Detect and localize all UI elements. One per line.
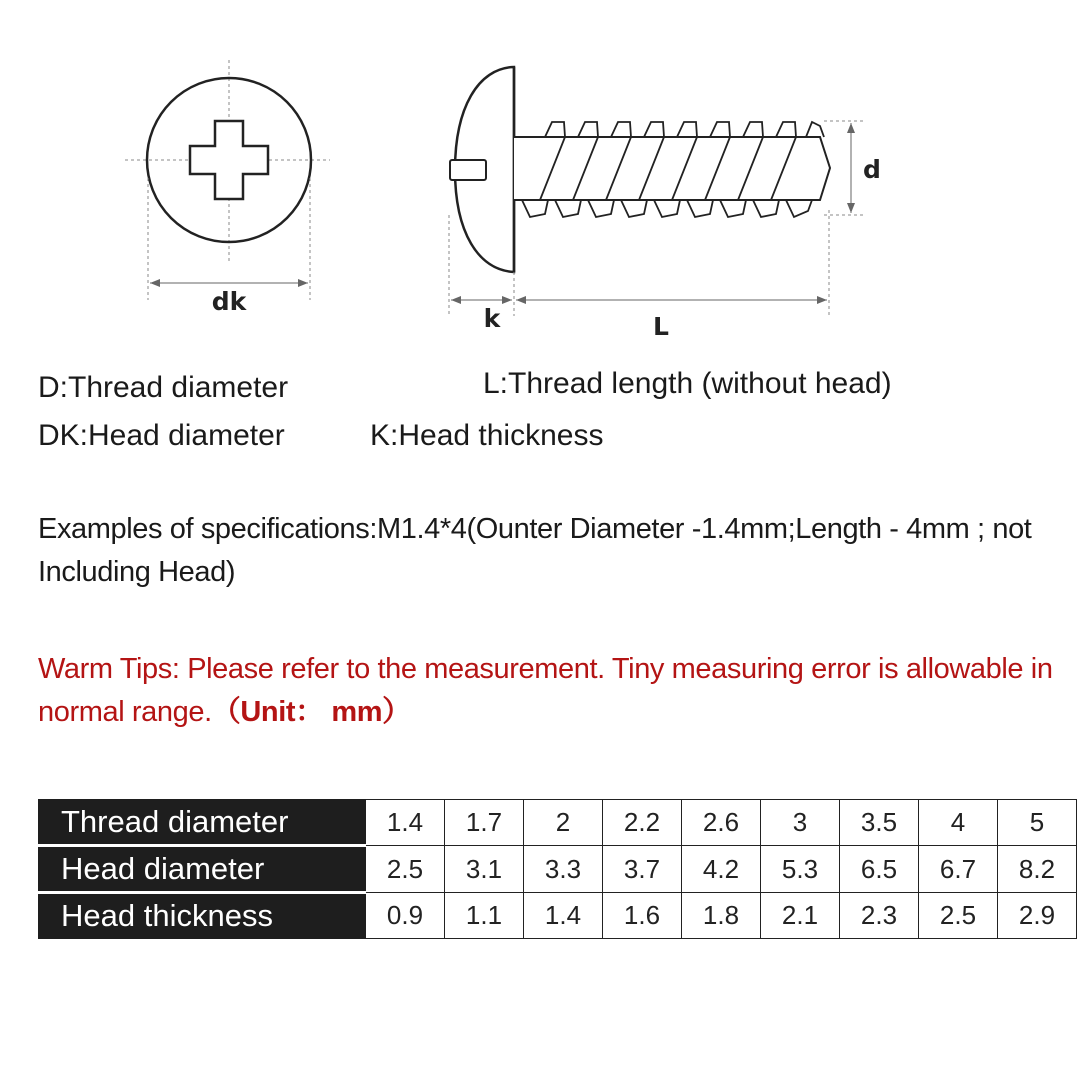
table-cell: 2.1	[761, 893, 840, 939]
warm-tips-text: Warm Tips: Please refer to the measurement. Tiny measuring error is allowable in normal range.	[38, 653, 1053, 728]
table-cell: 4.2	[682, 846, 761, 893]
spec-table	[38, 799, 1077, 939]
table-cell: 2.2	[603, 800, 682, 846]
screw-dimension-diagram	[0, 0, 1080, 360]
table-cell: 1.1	[445, 893, 524, 939]
legend-thread-length: L:Thread length (without head)	[483, 367, 892, 400]
table-cell: 1.4	[524, 893, 603, 939]
table-row	[39, 800, 1077, 846]
table-cell: 1.8	[682, 893, 761, 939]
l-label: L	[653, 312, 669, 341]
head-top-view	[125, 60, 330, 316]
table-cell: 2.3	[840, 893, 919, 939]
table-cell: 2.5	[919, 893, 998, 939]
head-slot-icon	[450, 160, 486, 180]
warm-tips	[38, 648, 1068, 734]
table-cell: 3.1	[445, 846, 524, 893]
table-cell: 8.2	[998, 846, 1077, 893]
legend-head-diameter: DK:Head diameter	[38, 419, 285, 452]
table-cell: 0.9	[366, 893, 445, 939]
dk-label: dk	[211, 287, 247, 316]
row-header: Thread diameter	[39, 800, 366, 846]
table-cell: 5.3	[761, 846, 840, 893]
table-cell: 5	[998, 800, 1077, 846]
table-cell: 6.7	[919, 846, 998, 893]
table-cell: 3	[761, 800, 840, 846]
table-cell: 2.6	[682, 800, 761, 846]
row-header: Head thickness	[39, 893, 366, 939]
table-cell: 3.7	[603, 846, 682, 893]
legend-head-thickness: K:Head thickness	[370, 419, 604, 452]
table-cell: 4	[919, 800, 998, 846]
screw-side-view	[449, 67, 881, 341]
specification-example: Examples of specifications:M1.4*4(Ounter Diameter -1.4mm;Length - 4mm ; not Including Head)	[38, 513, 1032, 588]
table-cell: 2	[524, 800, 603, 846]
table-cell: 1.4	[366, 800, 445, 846]
phillips-cross-icon	[190, 121, 268, 199]
k-label: k	[483, 304, 501, 333]
table-cell: 1.6	[603, 893, 682, 939]
table-cell: 3.3	[524, 846, 603, 893]
legend-thread-diameter: D:Thread diameter	[38, 371, 289, 404]
table-cell: 3.5	[840, 800, 919, 846]
table-cell: 2.5	[366, 846, 445, 893]
unit-note: （Unit： mm）	[211, 696, 411, 728]
row-header: Head diameter	[39, 846, 366, 893]
table-cell: 6.5	[840, 846, 919, 893]
d-label: d	[863, 155, 881, 184]
table-cell: 2.9	[998, 893, 1077, 939]
table-row	[39, 846, 1077, 893]
table-row	[39, 893, 1077, 939]
table-cell: 1.7	[445, 800, 524, 846]
